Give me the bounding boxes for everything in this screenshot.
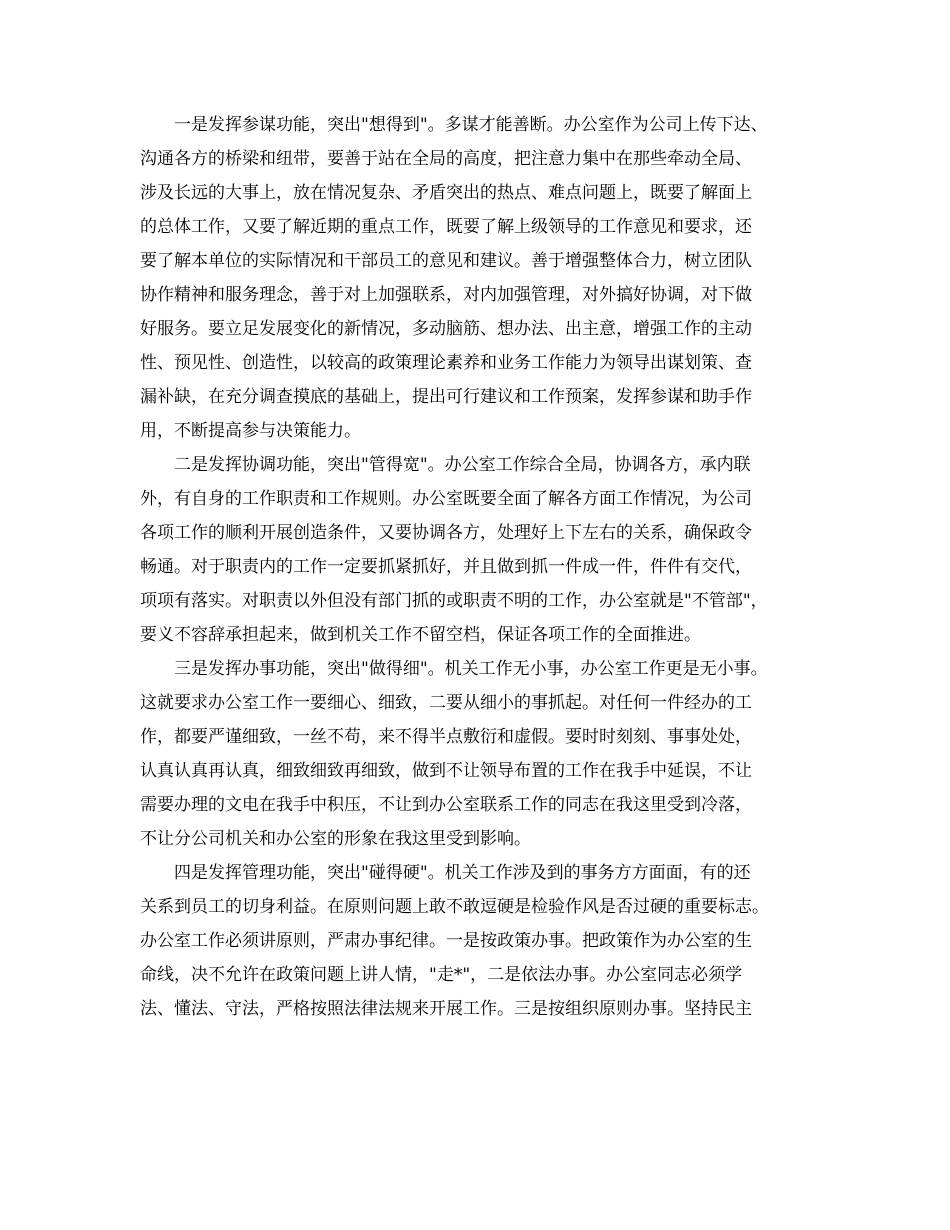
paragraph-1-line-8: 性、预见性、创造性，以较高的政策理论素养和业务工作能力为领导出谋划策、查 — [140, 353, 752, 373]
paragraph-4-line-5: 法、懂法、守法，严格按照法律法规来开展工作。三是按组织原则办事。坚持民主 — [140, 999, 752, 1019]
paragraph-1-line-9: 漏补缺，在充分调查摸底的基础上，提出可行建议和工作预案，发挥参谋和助手作 — [140, 387, 752, 407]
paragraph-3-line-5: 需要办理的文电在我手中积压，不让到办公室联系工作的同志在我这里受到冷落， — [140, 795, 752, 815]
paragraph-2-line-1: 二是发挥协调功能，突出"管得宽"。办公室工作综合全局，协调各方，承内联 — [174, 455, 751, 475]
paragraph-4-line-1: 四是发挥管理功能，突出"碰得硬"。机关工作涉及到的事务方方面面，有的还 — [174, 863, 751, 883]
paragraph-2-line-4: 畅通。对于职责内的工作一定要抓紧抓好，并且做到抓一件成一件，件件有交代， — [140, 557, 752, 577]
paragraph-1-line-4: 的总体工作，又要了解近期的重点工作，既要了解上级领导的工作意见和要求，还 — [140, 217, 752, 237]
paragraph-2-line-6: 要义不容辞承担起来，做到机关工作不留空档，保证各项工作的全面推进。 — [140, 625, 701, 645]
paragraph-3-line-1: 三是发挥办事功能，突出"做得细"。机关工作无小事，办公室工作更是无小事。 — [174, 659, 768, 679]
paragraph-1-line-1: 一是发挥参谋功能，突出"想得到"。多谋才能善断。办公室作为公司上传下达、 — [174, 115, 768, 135]
paragraph-2-line-5: 项项有落实。对职责以外但没有部门抓的或职责不明的工作，办公室就是"不管部"， — [140, 591, 768, 611]
paragraph-1-line-10: 用，不断提高参与决策能力。 — [140, 421, 361, 441]
paragraph-1-line-5: 要了解本单位的实际情况和干部员工的意见和建议。善于增强整体合力，树立团队 — [140, 251, 752, 271]
paragraph-3-line-4: 认真认真再认真，细致细致再细致，做到不让领导布置的工作在我手中延误，不让 — [140, 761, 752, 781]
paragraph-4-line-2: 关系到员工的切身利益。在原则问题上敢不敢逗硬是检验作风是否过硬的重要标志。 — [140, 897, 769, 917]
paragraph-1-line-3: 涉及长远的大事上，放在情况复杂、矛盾突出的热点、难点问题上，既要了解面上 — [140, 183, 752, 203]
paragraph-2-line-3: 各项工作的顺利开展创造条件，又要协调各方，处理好上下左右的关系，确保政令 — [140, 523, 752, 543]
paragraph-3-line-2: 这就要求办公室工作一要细心、细致，二要从细小的事抓起。对任何一件经办的工 — [140, 693, 752, 713]
paragraph-2-line-2: 外，有自身的工作职责和工作规则。办公室既要全面了解各方面工作情况，为公司 — [140, 489, 752, 509]
paragraph-4-line-4: 命线，决不允许在政策问题上讲人情，"走*"，二是依法办事。办公室同志必须学 — [140, 965, 743, 985]
paragraph-3-line-6: 不让分公司机关和办公室的形象在我这里受到影响。 — [140, 829, 531, 849]
paragraph-1-line-2: 沟通各方的桥梁和纽带，要善于站在全局的高度，把注意力集中在那些牵动全局、 — [140, 149, 752, 169]
paragraph-4-line-3: 办公室工作必须讲原则，严肃办事纪律。一是按政策办事。把政策作为办公室的生 — [140, 931, 752, 951]
paragraph-1-line-6: 协作精神和服务理念，善于对上加强联系，对内加强管理，对外搞好协调，对下做 — [140, 285, 752, 305]
paragraph-3-line-3: 作，都要严谨细致，一丝不苟，来不得半点敷衍和虚假。要时时刻刻、事事处处， — [140, 727, 752, 747]
paragraph-1-line-7: 好服务。要立足发展变化的新情况，多动脑筋、想办法、出主意，增强工作的主动 — [140, 319, 752, 339]
